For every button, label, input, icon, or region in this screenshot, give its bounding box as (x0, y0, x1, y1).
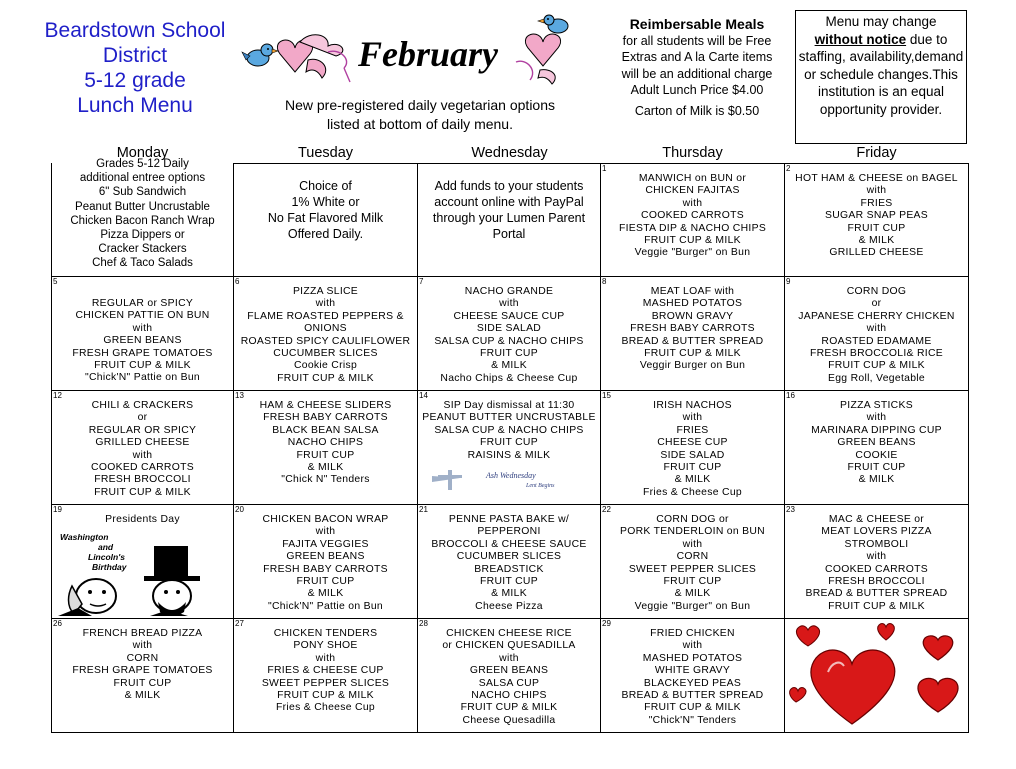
menu-item: BLACK BEAN SALSA (272, 424, 379, 436)
menu-item: FRUIT CUP (480, 576, 538, 588)
presidents-art-text: Washington (60, 532, 109, 542)
menu-item: ROASTED SPICY CAULIFLOWER (240, 335, 411, 347)
menu-items (601, 619, 784, 727)
menu-item: FRUIT CUP & MILK (644, 702, 741, 714)
menu-item: & MILK (307, 462, 344, 474)
menu-item: CORN DOG or (656, 514, 729, 525)
menu-item: FRUIT CUP (296, 576, 355, 588)
menu-item: CHEESE CUP (657, 437, 728, 449)
menu-item: with (682, 197, 703, 209)
menu-item: & MILK (307, 588, 344, 600)
menu-item: REGULAR or SPICY (91, 298, 194, 309)
menu-item: Cookie Crisp (293, 360, 358, 372)
date-number: 23 (786, 505, 795, 514)
date-number: 8 (602, 277, 607, 286)
menu-item: ONIONS (304, 323, 347, 335)
menu-item: BREAD & BUTTER SPREAD (805, 588, 948, 600)
menu-item: NACHO CHIPS (287, 437, 364, 449)
menu-item: CHEESE SAUCE CUP (453, 310, 565, 322)
menu-item (52, 286, 233, 298)
menu-item: MANWICH on BUN or (638, 173, 747, 184)
day-cell (234, 619, 418, 733)
menu-item: SIP Day dismissal at 11:30 (443, 400, 575, 411)
reimbursable-line: Extras and A la Carte items (621, 50, 773, 64)
day-header-monday: Monday (116, 145, 169, 161)
menu-item: SUGAR SNAP PEAS (824, 210, 929, 222)
menu-item: MAC & CHEESE or (828, 514, 925, 525)
heart-bow-icon (516, 34, 561, 84)
menu-item: FRESH BROCCOLI& RICE (809, 348, 944, 360)
date-number: 29 (602, 619, 611, 628)
day-cell (234, 277, 418, 391)
menu-item: FLAME ROASTED PEPPERS & (247, 310, 404, 322)
menu-item: NACHO GRANDE (464, 286, 554, 297)
date-number: 5 (53, 277, 58, 286)
menu-item: & MILK (674, 588, 711, 600)
date-number: 27 (235, 619, 244, 628)
menu-item: Egg Roll, Vegetable (828, 372, 925, 384)
lent-begins-text: Lent Begins (526, 483, 555, 489)
menu-item: PORK TENDERLOIN on BUN (620, 526, 765, 538)
menu-item: with (132, 322, 153, 334)
menu-item: WHITE GRAVY (654, 665, 731, 677)
menu-item: GREEN BEANS (103, 335, 182, 347)
notice-text: due to staffing, availability,demand or schedule changes.This institution is an equal opportunity provider. (798, 31, 964, 117)
menu-item: ROASTED EDAMAME (821, 335, 932, 347)
menu-item: Add funds to your students (434, 179, 584, 193)
menu-item: with (866, 412, 887, 424)
date-number: 16 (786, 391, 795, 400)
menu-item: FRESH BROCCOLI (828, 576, 925, 588)
menu-item: CHILI & CRACKERS (91, 400, 194, 411)
day-cell (601, 277, 785, 391)
date-number: 2 (786, 164, 791, 173)
menu-items (601, 505, 784, 613)
day-cell (51, 619, 234, 733)
menu-item: CUCUMBER SLICES (456, 551, 562, 563)
menu-item: FRIES & CHEESE CUP (267, 665, 384, 677)
district-title (30, 18, 240, 118)
menu-item: Cracker Stackers (98, 243, 187, 256)
menu-item: & MILK (124, 690, 161, 702)
menu-item: or CHICKEN QUESADILLA (442, 640, 576, 652)
menu-item: HOT HAM & CHEESE on BAGEL (795, 173, 958, 184)
notice-text: Menu may change (825, 14, 937, 29)
menu-item: GRILLED CHEESE (95, 437, 190, 449)
day-header-tuesday: Tuesday (297, 145, 354, 161)
menu-item: or (137, 412, 148, 424)
menu-item: BROCCOLI & CHEESE SAUCE (431, 538, 587, 550)
menu-items (601, 391, 784, 499)
date-number: 21 (419, 505, 428, 514)
menu-items (234, 619, 417, 715)
menu-items (601, 277, 784, 373)
menu-items (234, 505, 417, 613)
presidents-art-text: and (98, 542, 114, 552)
menu-item: Presidents Day (105, 514, 180, 525)
menu-item: & MILK (858, 235, 895, 247)
menu-item: Portal (492, 227, 526, 241)
date-number: 13 (235, 391, 244, 400)
day-cell (418, 619, 601, 733)
menu-item: with (499, 652, 519, 664)
date-number: 22 (602, 505, 611, 514)
reimbursable-line: will be an additional charge (621, 66, 773, 81)
date-number: 26 (53, 619, 62, 628)
menu-item: SALSA CUP & NACHO CHIPS (434, 335, 584, 347)
menu-item: "Chick'N" Tenders (648, 714, 737, 726)
menu-item: FRESH BABY CARROTS (263, 563, 388, 575)
menu-item: NACHO CHIPS (471, 690, 547, 702)
menu-item: CHICKEN FAJITAS (645, 185, 740, 197)
district-line: 5-12 grade (84, 69, 186, 92)
day-cell (234, 391, 418, 505)
day-cell (418, 505, 601, 619)
menu-item: Grades 5-12 Daily (96, 158, 189, 170)
month-title: February (358, 34, 499, 74)
menu-item: & MILK (858, 474, 895, 486)
menu-item: with (866, 551, 887, 563)
bird-icon (538, 15, 568, 33)
heart-icon (918, 678, 958, 712)
menu-item: FRIES (676, 424, 709, 436)
menu-items (785, 277, 968, 385)
presidents-art-text: Birthday (92, 562, 127, 572)
menu-items (52, 619, 233, 702)
menu-items (418, 164, 600, 242)
day-cell (601, 391, 785, 505)
date-number: 12 (53, 391, 62, 400)
menu-item: with (682, 412, 703, 424)
menu-item: FRESH GRAPE TOMATOES (72, 347, 213, 359)
menu-item: CHICKEN BACON WRAP (262, 514, 389, 525)
menu-item: FRUIT CUP & MILK (277, 372, 374, 384)
hearts-art (788, 620, 966, 732)
ash-wednesday-text: Ash Wednesday (486, 471, 536, 480)
menu-item: BROWN GRAVY (651, 310, 734, 322)
menu-item: MEAT LOAF with (650, 286, 735, 297)
menu-item: FRUIT CUP (113, 677, 172, 689)
heart-icon (796, 626, 819, 646)
menu-item: Peanut Butter Uncrustable (75, 200, 210, 213)
district-line: Lunch Menu (77, 94, 193, 117)
day-cell (785, 505, 969, 619)
menu-item: "Chick'N" Pattie on Bun (267, 600, 384, 612)
lincoln-face-icon (144, 546, 200, 616)
district-line: District (102, 44, 168, 67)
menu-item: MARINARA DIPPING CUP (811, 424, 942, 436)
menu-item: FRUIT CUP & MILK (644, 348, 741, 360)
day-cell (601, 619, 785, 733)
presidents-art-text: Lincoln's (88, 552, 125, 562)
menu-item: Fries & Cheese Cup (276, 702, 375, 714)
menu-item: FIESTA DIP & NACHO CHIPS (618, 222, 767, 234)
bird-icon (242, 44, 278, 66)
menu-item: with (315, 526, 336, 538)
menu-item: Veggir Burger on Bun (639, 360, 746, 372)
menu-item: FRESH BROCCOLI (94, 474, 191, 486)
date-number: 20 (235, 505, 244, 514)
menu-item: FRIES (860, 197, 893, 209)
menu-item: COOKED CARROTS (825, 563, 928, 575)
menu-item: with (682, 538, 703, 550)
adult-price: Adult Lunch Price $4.00 (630, 83, 764, 97)
menu-item: COOKED CARROTS (641, 210, 744, 222)
day-cell (51, 391, 234, 505)
menu-item: RAISINS & MILK (467, 449, 551, 461)
menu-item: with (866, 185, 887, 197)
menu-item: 6" Sub Sandwich (98, 186, 187, 199)
day-cell (601, 505, 785, 619)
menu-items (601, 164, 784, 260)
menu-item: & MILK (491, 588, 527, 600)
menu-item: additional entree options (79, 172, 206, 185)
menu-item: CHICKEN TENDERS (273, 628, 378, 639)
day-cell (234, 505, 418, 619)
menu-item: with (132, 449, 153, 461)
washington-face-icon (58, 579, 116, 616)
menu-item: SALSA CUP & NACHO CHIPS (434, 424, 584, 436)
menu-item: FRESH BABY CARROTS (263, 412, 388, 424)
menu-item: FRENCH BREAD PIZZA (82, 628, 203, 639)
menu-item: FRUIT CUP & MILK (277, 690, 374, 702)
menu-item: "Chick'N" Pattie on Bun (84, 372, 201, 384)
menu-items (418, 619, 600, 727)
menu-items (418, 391, 600, 462)
menu-item: Choice of (299, 179, 352, 193)
day-cell (418, 277, 601, 391)
date-number: 9 (786, 277, 791, 286)
day-header-thursday: Thursday (662, 145, 723, 161)
february-banner (240, 12, 570, 92)
menu-item: through your Lumen Parent (432, 211, 586, 225)
date-number: 1 (602, 164, 607, 173)
menu-items (785, 391, 968, 487)
menu-item: BREAD & BUTTER SPREAD (621, 690, 764, 702)
date-number: 7 (419, 277, 424, 286)
notice-emphasis: without notice (814, 31, 907, 47)
day-cell (234, 163, 418, 277)
menu-item: SIDE SALAD (476, 323, 542, 335)
menu-item: Nacho Chips & Cheese Cup (440, 372, 578, 384)
menu-item: No Fat Flavored Milk (267, 211, 384, 225)
day-cell (785, 277, 969, 391)
menu-change-notice (795, 10, 967, 144)
date-number: 19 (53, 505, 62, 514)
day-cell (51, 277, 234, 391)
menu-item: PEPPERONI (477, 526, 541, 538)
menu-items (52, 157, 233, 271)
menu-items (52, 505, 233, 526)
menu-item: FRUIT CUP (847, 222, 906, 234)
menu-item: FRUIT CUP (663, 576, 722, 588)
menu-item: Veggie "Burger" on Bun (634, 600, 751, 612)
menu-item: FRUIT CUP (663, 462, 722, 474)
menu-item: 1% White or (291, 195, 360, 209)
menu-item: COOKIE (855, 449, 898, 461)
menu-item: SIDE SALAD (660, 449, 725, 461)
menu-item: BREADSTICK (474, 563, 544, 575)
date-number: 15 (602, 391, 611, 400)
reimbursable-line: for all students will be Free (622, 33, 772, 48)
day-header-friday: Friday (856, 145, 897, 161)
menu-item: Chef & Taco Salads (92, 257, 193, 270)
heart-bow-icon (277, 35, 350, 82)
vegetarian-note (250, 96, 590, 134)
presidents-art (58, 530, 218, 618)
menu-item: GRILLED CHEESE (829, 247, 924, 259)
menu-item: SWEET PEPPER SLICES (628, 563, 757, 575)
menu-item: FRESH BABY CARROTS (630, 323, 755, 335)
menu-item: FRUIT CUP (480, 348, 538, 360)
district-line: Beardstown School (44, 19, 226, 42)
heart-icon (790, 688, 806, 702)
menu-item: STROMBOLI (844, 538, 909, 550)
menu-item: FAJITA VEGGIES (282, 538, 369, 550)
menu-item: & MILK (674, 474, 711, 486)
menu-item: "Chick N" Tenders (281, 474, 370, 486)
menu-item: PEANUT BUTTER UNCRUSTABLE (422, 412, 596, 424)
menu-item: FRUIT CUP & MILK (644, 235, 741, 247)
menu-item: FRUIT CUP & MILK (460, 702, 558, 714)
day-cell (785, 391, 969, 505)
menu-item: & MILK (491, 360, 527, 372)
menu-item: CORN (126, 652, 159, 664)
menu-item: CORN (676, 551, 709, 563)
menu-item: PONY SHOE (293, 640, 358, 652)
menu-item: MEAT LOVERS PIZZA (821, 526, 932, 538)
menu-item: with (132, 640, 153, 652)
menu-item: MASHED POTATOS (642, 298, 743, 310)
vegetarian-note-line: New pre-registered daily vegetarian options (284, 97, 556, 113)
ash-wednesday-art (430, 466, 590, 492)
menu-items (418, 277, 600, 385)
day-cell (51, 158, 234, 277)
menu-item: FRUIT CUP & MILK (94, 360, 191, 372)
date-number: 6 (235, 277, 240, 286)
menu-item: BREAD & BUTTER SPREAD (621, 335, 764, 347)
menu-item: CHICKEN PATTIE ON BUN (75, 310, 210, 322)
menu-item: GREEN BEANS (837, 437, 916, 449)
menu-item: Cheese Quesadilla (462, 714, 556, 726)
heart-icon (811, 650, 895, 724)
menu-item: SWEET PEPPER SLICES (261, 677, 390, 689)
menu-item: COOKED CARROTS (91, 462, 194, 474)
menu-items (234, 277, 417, 385)
menu-item: Pizza Dippers or (100, 229, 185, 242)
reimbursable-meals-info (604, 16, 790, 119)
menu-items (234, 164, 417, 242)
menu-item: PENNE PASTA BAKE w/ (448, 514, 570, 525)
menu-item: FRUIT CUP (847, 462, 906, 474)
menu-item: FRUIT CUP & MILK (828, 600, 925, 612)
milk-price: Carton of Milk is $0.50 (634, 103, 760, 118)
menu-item: FRUIT CUP (296, 449, 355, 461)
menu-item: GREEN BEANS (469, 665, 549, 677)
menu-item: MASHED POTATOS (642, 652, 743, 664)
menu-item: CHICKEN CHEESE RICE (446, 628, 572, 639)
menu-item: REGULAR OR SPICY (88, 424, 197, 436)
menu-item: Veggie "Burger" on Bun (634, 247, 751, 259)
menu-item: Cheese Pizza (475, 600, 543, 612)
day-cell (601, 163, 785, 277)
menu-item: Fries & Cheese Cup (643, 486, 742, 498)
menu-item: Offered Daily. (287, 227, 364, 241)
menu-item: FRESH GRAPE TOMATOES (72, 665, 213, 677)
menu-item: PIZZA SLICE (292, 286, 359, 297)
vegetarian-note-line: listed at bottom of daily menu. (327, 116, 513, 132)
menu-item: IRISH NACHOS (653, 400, 732, 411)
menu-item: FRUIT CUP (480, 437, 538, 449)
date-number: 14 (419, 391, 428, 400)
day-cell (418, 163, 601, 277)
menu-items (52, 391, 233, 499)
menu-item: Chicken Bacon Ranch Wrap (70, 214, 215, 227)
menu-item: with (866, 323, 887, 335)
menu-item: account online with PayPal (434, 195, 584, 209)
menu-item: CUCUMBER SLICES (273, 348, 378, 360)
menu-item: with (499, 298, 519, 310)
menu-item: or (871, 298, 882, 310)
menu-item: with (682, 640, 703, 652)
heart-icon (878, 624, 895, 640)
menu-item: FRUIT CUP & MILK (94, 486, 191, 498)
menu-item: FRIED CHICKEN (650, 628, 735, 639)
menu-item: GREEN BEANS (286, 551, 365, 563)
menu-items (785, 164, 968, 260)
menu-item: JAPANESE CHERRY CHICKEN (798, 310, 955, 322)
menu-item: HAM & CHEESE SLIDERS (259, 400, 392, 411)
menu-item: PIZZA STICKS (840, 400, 913, 411)
menu-item: CORN DOG (846, 286, 907, 297)
menu-item: with (315, 652, 336, 664)
day-cell (785, 163, 969, 277)
menu-items (234, 391, 417, 487)
menu-item: with (315, 298, 336, 310)
day-header-wednesday: Wednesday (471, 145, 548, 161)
menu-item: BLACKEYED PEAS (643, 677, 742, 689)
reimbursable-title: Reimbersable Meals (629, 16, 765, 32)
menu-items (418, 505, 600, 613)
menu-items (52, 277, 233, 385)
date-number: 28 (419, 619, 428, 628)
menu-item: SALSA CUP (478, 677, 540, 689)
heart-icon (923, 636, 953, 660)
menu-items (785, 505, 968, 613)
menu-item: FRUIT CUP & MILK (828, 360, 925, 372)
